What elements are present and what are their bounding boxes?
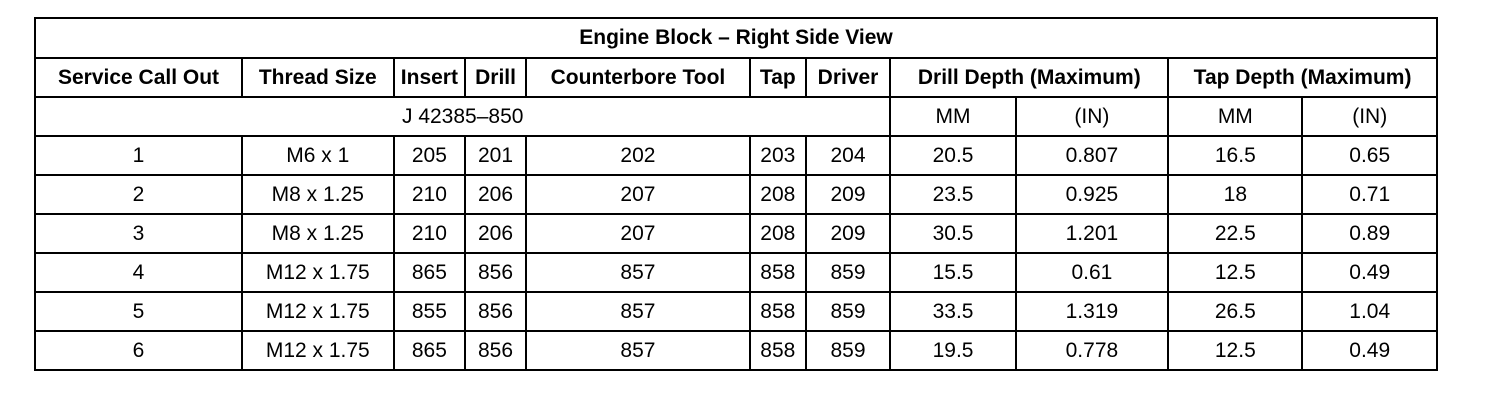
cell-tap: 858 xyxy=(750,292,806,331)
cell-thread-size: M12 x 1.75 xyxy=(242,253,393,292)
cell-driver: 859 xyxy=(806,331,891,370)
cell-drill-depth-in: 0.807 xyxy=(1016,136,1169,175)
cell-drill: 206 xyxy=(465,175,526,214)
cell-drill-depth-in: 0.925 xyxy=(1016,175,1169,214)
cell-thread-size: M8 x 1.25 xyxy=(242,175,393,214)
cell-drill-depth-mm: 20.5 xyxy=(890,136,1015,175)
cell-counterbore-tool: 207 xyxy=(526,214,750,253)
cell-drill-depth-in: 0.778 xyxy=(1016,331,1169,370)
table-row xyxy=(35,136,1437,175)
header-drill-depth: Drill Depth (Maximum) xyxy=(890,58,1168,97)
cell-drill: 856 xyxy=(465,292,526,331)
cell-drill-depth-in: 1.201 xyxy=(1016,214,1169,253)
cell-counterbore-tool: 857 xyxy=(526,331,750,370)
cell-driver: 209 xyxy=(806,175,891,214)
table-row xyxy=(35,175,1437,214)
cell-insert: 210 xyxy=(394,175,466,214)
cell-tap-depth-mm: 12.5 xyxy=(1168,331,1302,370)
cell-tap-depth-mm: 16.5 xyxy=(1168,136,1302,175)
header-tap-depth: Tap Depth (Maximum) xyxy=(1168,58,1437,97)
cell-thread-size: M8 x 1.25 xyxy=(242,214,393,253)
cell-tap-depth-mm: 26.5 xyxy=(1168,292,1302,331)
cell-counterbore-tool: 857 xyxy=(526,292,750,331)
cell-tap-depth-in: 0.49 xyxy=(1302,331,1437,370)
cell-tap: 208 xyxy=(750,214,806,253)
cell-tap: 203 xyxy=(750,136,806,175)
cell-tap-depth-mm: 12.5 xyxy=(1168,253,1302,292)
cell-thread-size: M6 x 1 xyxy=(242,136,393,175)
header-drill: Drill xyxy=(465,58,526,97)
cell-counterbore-tool: 202 xyxy=(526,136,750,175)
cell-drill: 206 xyxy=(465,214,526,253)
cell-tap: 208 xyxy=(750,175,806,214)
cell-callout: 6 xyxy=(35,331,242,370)
unit-drill-in: (IN) xyxy=(1016,97,1169,136)
cell-drill: 856 xyxy=(465,253,526,292)
unit-tap-mm: MM xyxy=(1168,97,1302,136)
header-thread-size: Thread Size xyxy=(242,58,393,97)
unit-drill-mm: MM xyxy=(890,97,1015,136)
cell-tap-depth-in: 0.49 xyxy=(1302,253,1437,292)
cell-driver: 859 xyxy=(806,253,891,292)
unit-tap-in: (IN) xyxy=(1302,97,1437,136)
header-insert: Insert xyxy=(394,58,466,97)
header-counterbore-tool: Counterbore Tool xyxy=(526,58,750,97)
cell-insert: 210 xyxy=(394,214,466,253)
title-row xyxy=(35,18,1437,58)
units-row xyxy=(35,97,1437,136)
cell-drill-depth-in: 0.61 xyxy=(1016,253,1169,292)
table-title: Engine Block – Right Side View xyxy=(35,18,1437,58)
table-row xyxy=(35,292,1437,331)
kit-number: J 42385–850 xyxy=(35,97,890,136)
cell-drill: 201 xyxy=(465,136,526,175)
header-row xyxy=(35,58,1437,97)
cell-tap: 858 xyxy=(750,253,806,292)
cell-drill-depth-mm: 33.5 xyxy=(890,292,1015,331)
cell-insert: 865 xyxy=(394,253,466,292)
cell-tap-depth-in: 0.71 xyxy=(1302,175,1437,214)
cell-drill-depth-mm: 15.5 xyxy=(890,253,1015,292)
header-service-call-out: Service Call Out xyxy=(35,58,242,97)
cell-callout: 3 xyxy=(35,214,242,253)
cell-driver: 204 xyxy=(806,136,891,175)
cell-tap-depth-in: 0.65 xyxy=(1302,136,1437,175)
cell-thread-size: M12 x 1.75 xyxy=(242,292,393,331)
cell-insert: 855 xyxy=(394,292,466,331)
cell-tap-depth-in: 1.04 xyxy=(1302,292,1437,331)
cell-callout: 1 xyxy=(35,136,242,175)
engine-block-spec-table xyxy=(34,17,1438,371)
cell-drill-depth-mm: 23.5 xyxy=(890,175,1015,214)
cell-drill: 856 xyxy=(465,331,526,370)
cell-callout: 5 xyxy=(35,292,242,331)
cell-driver: 209 xyxy=(806,214,891,253)
cell-callout: 4 xyxy=(35,253,242,292)
header-driver: Driver xyxy=(806,58,891,97)
header-tap: Tap xyxy=(750,58,806,97)
table-row xyxy=(35,214,1437,253)
cell-insert: 865 xyxy=(394,331,466,370)
cell-counterbore-tool: 857 xyxy=(526,253,750,292)
cell-driver: 859 xyxy=(806,292,891,331)
cell-tap-depth-in: 0.89 xyxy=(1302,214,1437,253)
cell-thread-size: M12 x 1.75 xyxy=(242,331,393,370)
cell-drill-depth-mm: 30.5 xyxy=(890,214,1015,253)
cell-counterbore-tool: 207 xyxy=(526,175,750,214)
cell-callout: 2 xyxy=(35,175,242,214)
cell-insert: 205 xyxy=(394,136,466,175)
cell-tap-depth-mm: 18 xyxy=(1168,175,1302,214)
table-row xyxy=(35,253,1437,292)
cell-tap-depth-mm: 22.5 xyxy=(1168,214,1302,253)
cell-drill-depth-in: 1.319 xyxy=(1016,292,1169,331)
cell-drill-depth-mm: 19.5 xyxy=(890,331,1015,370)
cell-tap: 858 xyxy=(750,331,806,370)
table-row xyxy=(35,331,1437,370)
